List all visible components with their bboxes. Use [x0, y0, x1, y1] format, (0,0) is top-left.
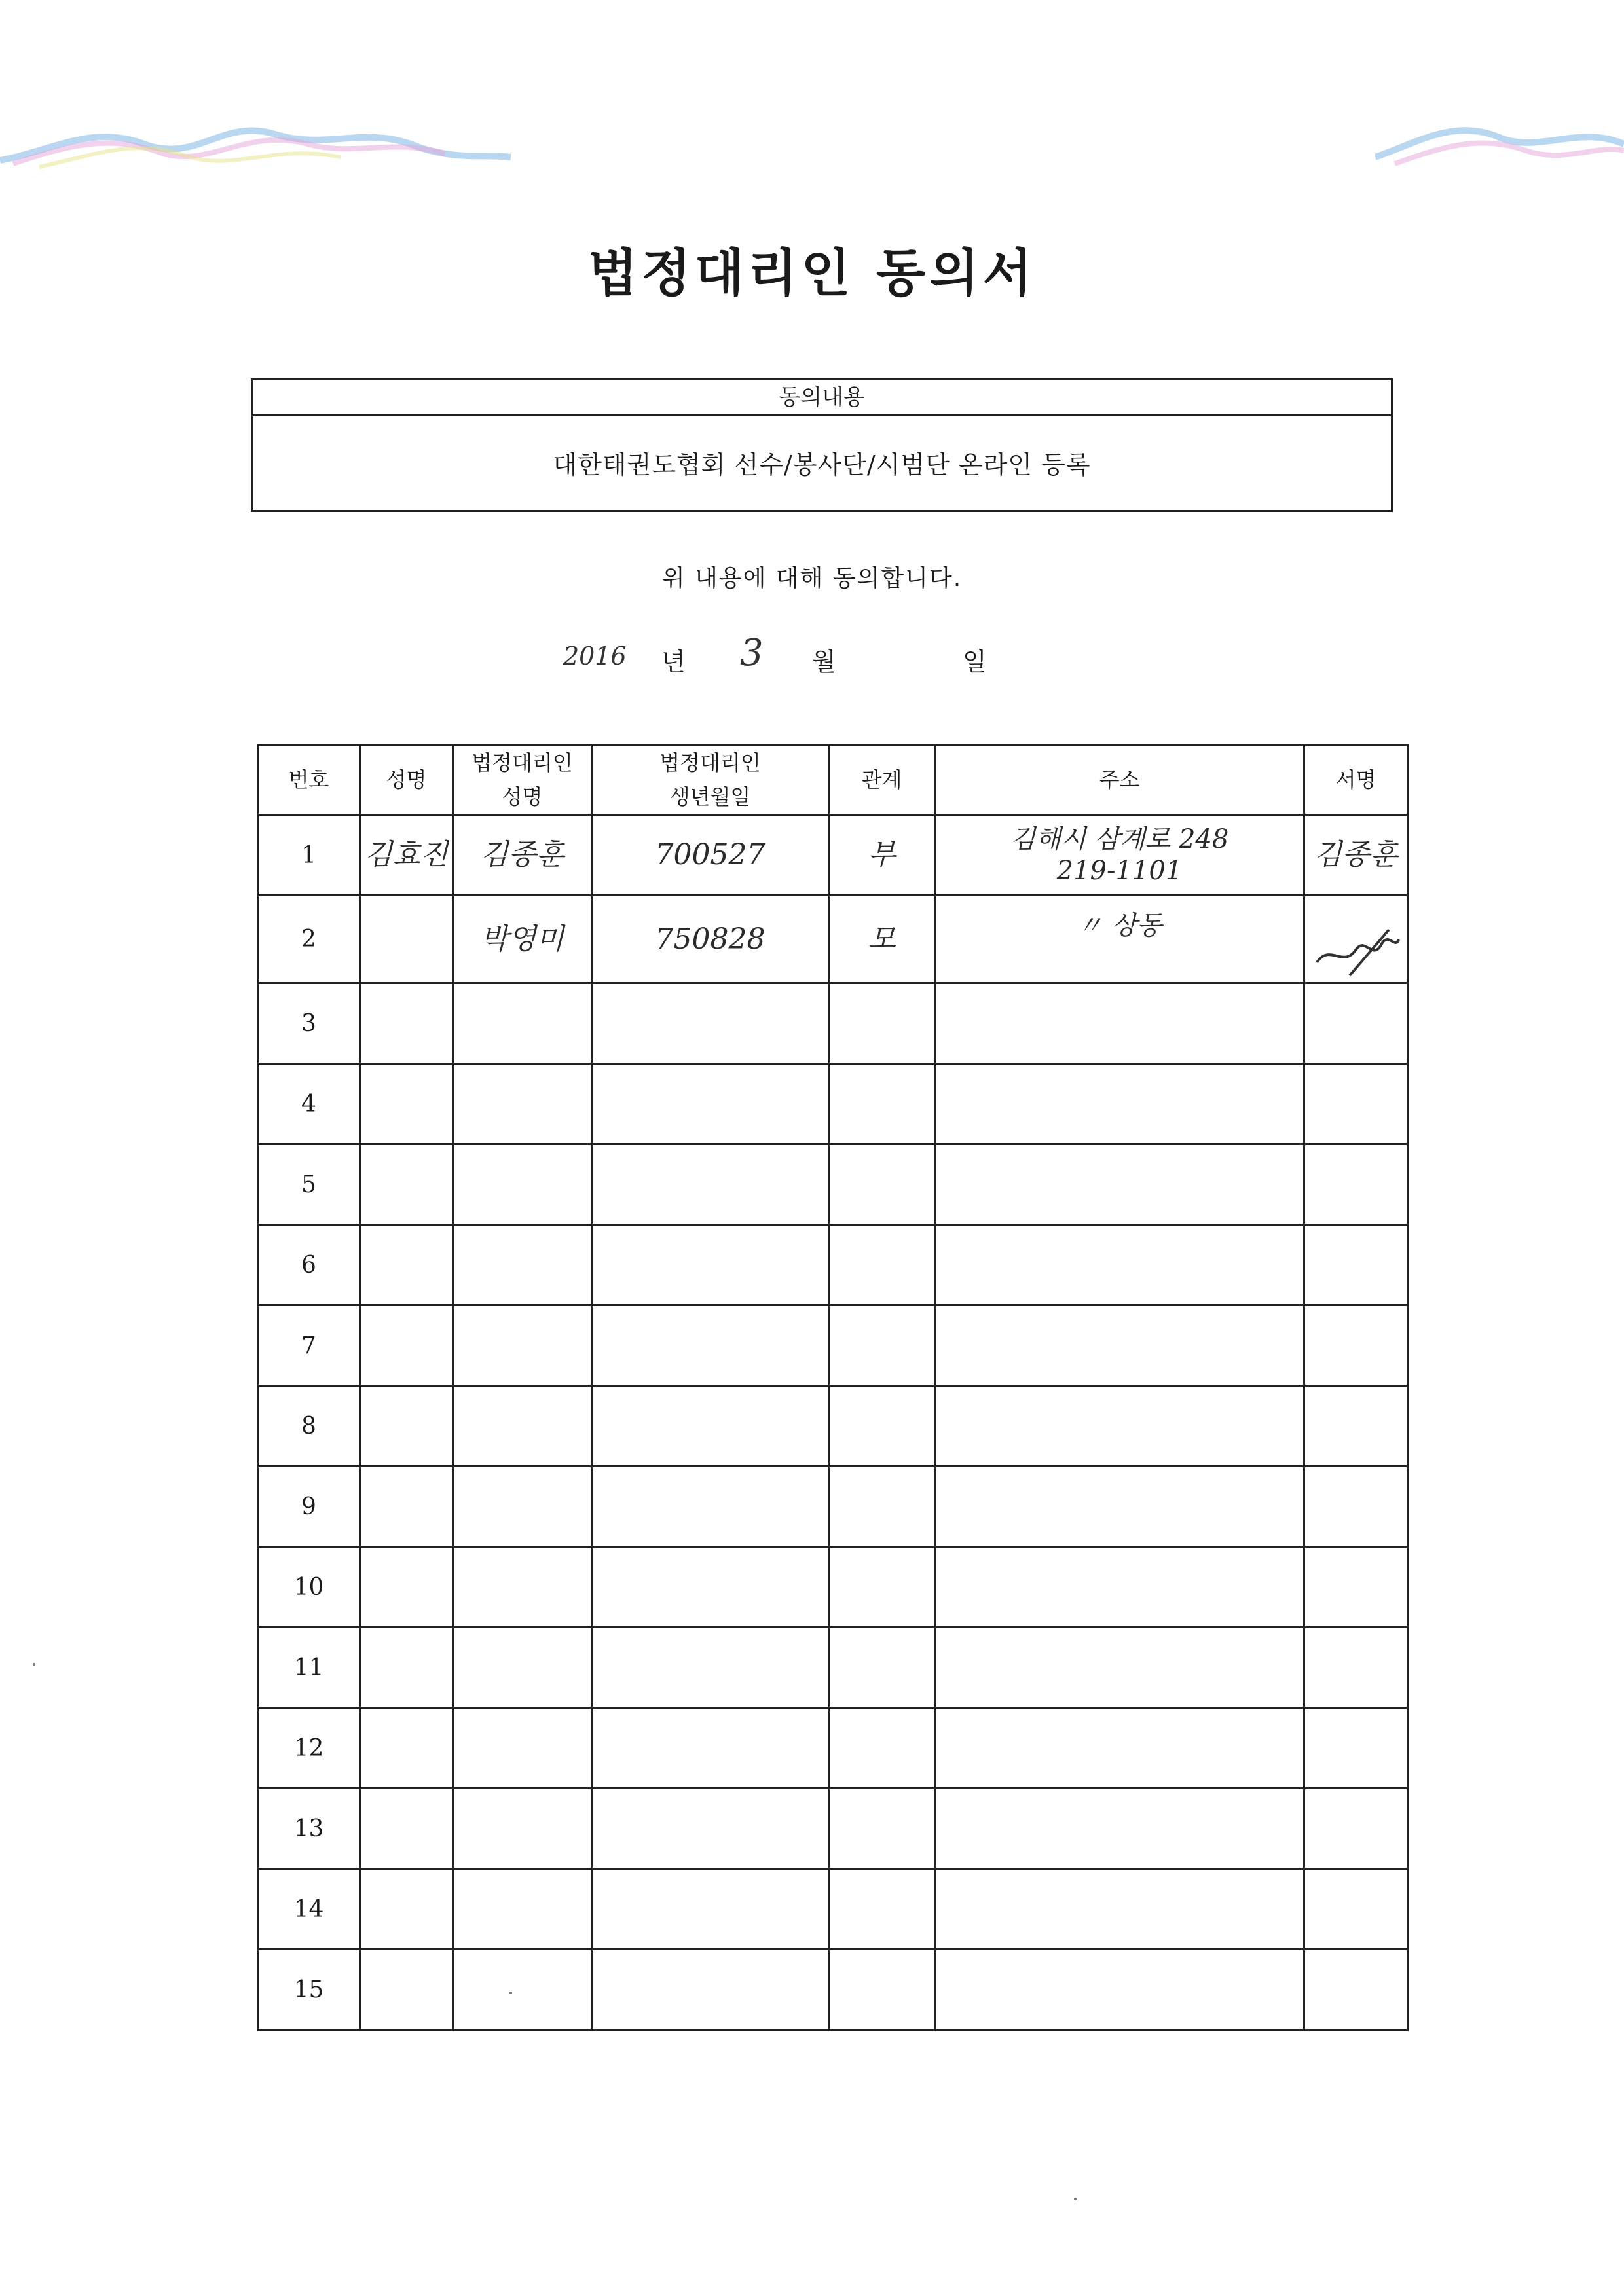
guardian-birth-cell	[592, 1064, 829, 1144]
table-row	[258, 1869, 1408, 1950]
guardian-birth-cell	[592, 983, 829, 1064]
table-row	[258, 1305, 1408, 1386]
relation-cell	[829, 1869, 935, 1950]
table-row	[258, 1789, 1408, 1869]
address-cell	[935, 1789, 1304, 1869]
address-cell	[935, 983, 1304, 1064]
header-name: 성명	[360, 745, 453, 815]
guardian-birth-cell	[592, 1144, 829, 1225]
address-cell	[935, 1305, 1304, 1386]
date-year-value: 2016	[563, 642, 627, 670]
row-number-cell	[258, 815, 360, 896]
handwritten-signature-scribble	[1310, 923, 1402, 982]
row-number-cell	[258, 1467, 360, 1547]
guardian-name-cell	[453, 896, 592, 983]
address-cell	[935, 896, 1304, 983]
consent-content-body: 대한태권도협회 선수/봉사단/시범단 온라인 등록	[553, 450, 1091, 479]
address-line-2: 219-1101	[1056, 856, 1183, 886]
row-number-value: 8	[301, 1412, 316, 1440]
address-cell	[935, 1708, 1304, 1789]
row-number-value: 15	[293, 1976, 324, 2003]
signature-cell	[1304, 1547, 1408, 1628]
guardian-birth-cell	[592, 1789, 829, 1869]
guardian-name-value: 박영미	[480, 922, 564, 956]
date-month-label: 월	[812, 647, 836, 676]
address-cell	[935, 1628, 1304, 1708]
scan-speck	[1074, 2198, 1077, 2200]
table-row	[258, 815, 1408, 896]
row-number-cell	[258, 1144, 360, 1225]
row-number-value: 3	[301, 1010, 316, 1037]
student-name-cell	[360, 1064, 453, 1144]
signature-cell	[1304, 1789, 1408, 1869]
student-name-cell	[360, 815, 453, 896]
scan-speck	[33, 1663, 35, 1666]
guardian-birth-cell	[592, 1225, 829, 1305]
relation-cell	[829, 1789, 935, 1869]
signature-cell	[1304, 1628, 1408, 1708]
row-number-value: 2	[301, 926, 316, 953]
relation-cell	[829, 1547, 935, 1628]
guardian-table	[257, 744, 1409, 2031]
relation-cell	[829, 1950, 935, 2030]
address-cell	[935, 815, 1304, 896]
row-number-value: 7	[301, 1332, 316, 1359]
address-cell	[935, 1950, 1304, 2030]
table-row	[258, 1064, 1408, 1144]
guardian-name-cell	[453, 1467, 592, 1547]
student-name-cell	[360, 1305, 453, 1386]
date-month-value: 3	[740, 632, 764, 674]
scan-speck	[509, 1992, 512, 1994]
student-name-cell	[360, 1144, 453, 1225]
guardian-birth-cell	[592, 1628, 829, 1708]
guardian-birth-cell	[592, 1467, 829, 1547]
row-number-cell	[258, 1386, 360, 1467]
table-row	[258, 1950, 1408, 2030]
signature-cell	[1304, 815, 1408, 896]
guardian-birth-cell	[592, 1950, 829, 2030]
guardian-birth-cell	[592, 1708, 829, 1789]
table-row	[258, 1467, 1408, 1547]
header-signature: 서명	[1304, 745, 1408, 815]
guardian-birth-value: 700527	[655, 838, 766, 871]
student-name-value: 김효진	[364, 838, 449, 871]
student-name-cell	[360, 983, 453, 1064]
relation-cell	[829, 1144, 935, 1225]
consent-content-header: 동의내용	[253, 380, 1391, 416]
signature-cell	[1304, 1225, 1408, 1305]
row-number-value: 13	[293, 1815, 324, 1842]
student-name-cell	[360, 1386, 453, 1467]
row-number-cell	[258, 896, 360, 983]
relation-cell	[829, 1305, 935, 1386]
signature-cell	[1304, 1144, 1408, 1225]
student-name-cell	[360, 1708, 453, 1789]
row-number-cell	[258, 1708, 360, 1789]
signature-cell	[1304, 1064, 1408, 1144]
signature-cell	[1304, 1467, 1408, 1547]
guardian-name-cell	[453, 1789, 592, 1869]
row-number-value: 1	[301, 841, 316, 869]
address-line-1: 〃 상동	[1077, 911, 1162, 941]
relation-cell	[829, 815, 935, 896]
header-relation: 관계	[829, 745, 935, 815]
address-cell	[935, 1386, 1304, 1467]
agreement-statement: 위 내용에 대해 동의합니다.	[661, 565, 963, 592]
row-number-value: 10	[293, 1573, 324, 1601]
table-row	[258, 1628, 1408, 1708]
date-day-label: 일	[963, 647, 987, 676]
student-name-cell	[360, 1789, 453, 1869]
signature-text: 김종훈	[1314, 838, 1398, 871]
row-number-cell	[258, 1547, 360, 1628]
address-cell	[935, 1547, 1304, 1628]
guardian-name-cell	[453, 1950, 592, 2030]
guardian-name-cell	[453, 1708, 592, 1789]
header-no: 번호	[258, 745, 360, 815]
student-name-cell	[360, 1950, 453, 2030]
relation-cell	[829, 1467, 935, 1547]
row-number-cell	[258, 1789, 360, 1869]
address-cell	[935, 1225, 1304, 1305]
row-number-value: 6	[301, 1251, 316, 1279]
guardian-name-value: 김종훈	[480, 838, 564, 871]
row-number-cell	[258, 1628, 360, 1708]
guardian-name-cell	[453, 1386, 592, 1467]
header-decoration-left	[0, 98, 511, 170]
header-guardian-name: 법정대리인 성명	[453, 745, 592, 815]
row-number-value: 11	[293, 1654, 324, 1681]
row-number-cell	[258, 1225, 360, 1305]
guardian-name-cell	[453, 815, 592, 896]
student-name-cell	[360, 896, 453, 983]
row-number-cell	[258, 983, 360, 1064]
guardian-birth-cell	[592, 815, 829, 896]
guardian-birth-cell	[592, 1305, 829, 1386]
relation-value: 모	[868, 922, 896, 956]
table-header-row	[258, 745, 1408, 815]
student-name-cell	[360, 1869, 453, 1950]
row-number-cell	[258, 1869, 360, 1950]
guardian-name-cell	[453, 1869, 592, 1950]
row-number-value: 12	[293, 1734, 324, 1762]
signature-cell	[1304, 896, 1408, 983]
guardian-name-cell	[453, 1225, 592, 1305]
address-line-1: 김해시 삼계로 248	[1010, 824, 1229, 854]
student-name-cell	[360, 1628, 453, 1708]
guardian-name-cell	[453, 1305, 592, 1386]
relation-cell	[829, 1064, 935, 1144]
row-number-value: 4	[301, 1090, 316, 1118]
signature-cell	[1304, 1869, 1408, 1950]
address-cell	[935, 1144, 1304, 1225]
address-cell	[935, 1467, 1304, 1547]
relation-value: 부	[868, 838, 896, 871]
relation-cell	[829, 1225, 935, 1305]
table-row	[258, 1708, 1408, 1789]
table-row	[258, 1547, 1408, 1628]
row-number-value: 9	[301, 1493, 316, 1520]
guardian-birth-value: 750828	[655, 922, 766, 956]
signature-cell	[1304, 1386, 1408, 1467]
document-title: 법정대리인 동의서	[588, 244, 1036, 303]
guardian-name-cell	[453, 1144, 592, 1225]
header-address: 주소	[935, 745, 1304, 815]
table-row	[258, 1144, 1408, 1225]
row-number-cell	[258, 1305, 360, 1386]
guardian-birth-cell	[592, 1386, 829, 1467]
header-decoration-right	[1375, 98, 1624, 170]
guardian-name-cell	[453, 1547, 592, 1628]
guardian-name-cell	[453, 1628, 592, 1708]
relation-cell	[829, 896, 935, 983]
row-number-value: 14	[293, 1895, 324, 1923]
signature-cell	[1304, 1708, 1408, 1789]
relation-cell	[829, 1628, 935, 1708]
table-row	[258, 896, 1408, 983]
guardian-name-cell	[453, 983, 592, 1064]
guardian-name-cell	[453, 1064, 592, 1144]
signature-cell	[1304, 1950, 1408, 2030]
row-number-value: 5	[301, 1171, 316, 1198]
address-cell	[935, 1869, 1304, 1950]
guardian-birth-cell	[592, 1547, 829, 1628]
signature-cell	[1304, 1305, 1408, 1386]
relation-cell	[829, 1386, 935, 1467]
signature-cell	[1304, 983, 1408, 1064]
date-year-label: 년	[661, 647, 686, 676]
row-number-cell	[258, 1064, 360, 1144]
address-cell	[935, 1064, 1304, 1144]
consent-content-box	[251, 378, 1393, 512]
guardian-birth-cell	[592, 1869, 829, 1950]
relation-cell	[829, 1708, 935, 1789]
table-row	[258, 1386, 1408, 1467]
guardian-birth-cell	[592, 896, 829, 983]
student-name-cell	[360, 1225, 453, 1305]
row-number-cell	[258, 1950, 360, 2030]
student-name-cell	[360, 1467, 453, 1547]
table-row	[258, 1225, 1408, 1305]
header-guardian-birth: 법정대리인 생년월일	[592, 745, 829, 815]
relation-cell	[829, 983, 935, 1064]
table-row	[258, 983, 1408, 1064]
student-name-cell	[360, 1547, 453, 1628]
